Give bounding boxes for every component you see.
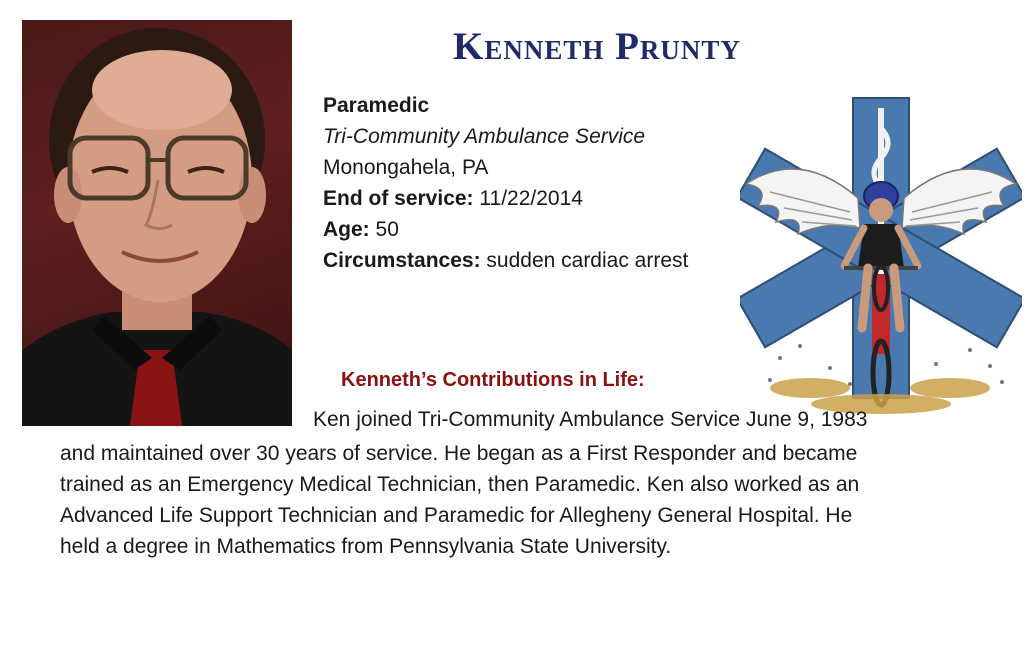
star-of-life-cyclist-angel-icon bbox=[740, 88, 1022, 418]
age-value: 50 bbox=[375, 218, 399, 241]
age-label: Age: bbox=[323, 218, 370, 241]
circumstances-line bbox=[323, 245, 688, 276]
age-line bbox=[323, 214, 688, 245]
bio-line: trained as an Emergency Medical Technician, then Paramedic. Ken also worked as an bbox=[60, 473, 860, 496]
organization: Tri-Community Ambulance Service bbox=[323, 125, 646, 148]
end-of-service-value: 11/22/2014 bbox=[479, 187, 583, 210]
bio-line: Ken joined Tri-Community Ambulance Service June 9, 1983 bbox=[313, 408, 868, 431]
contributions-heading: Kenneth’s Contributions in Life: bbox=[341, 369, 645, 391]
end-of-service-label: End of service: bbox=[323, 187, 474, 210]
circumstances-value: sudden cardiac arrest bbox=[486, 249, 689, 272]
end-of-service-line bbox=[323, 183, 688, 214]
portrait-photo bbox=[22, 20, 292, 426]
page-title: Kenneth Prunty bbox=[453, 25, 741, 68]
role-line bbox=[323, 90, 688, 121]
location: Monongahela, PA bbox=[323, 156, 489, 179]
bio-paragraph bbox=[60, 438, 970, 562]
details-block bbox=[323, 90, 688, 276]
bio-line: and maintained over 30 years of service. He began as a First Responder and became bbox=[60, 442, 858, 465]
bio-line: held a degree in Mathematics from Pennsylvania State University. bbox=[60, 535, 672, 558]
organization-line bbox=[323, 121, 688, 152]
circumstances-label: Circumstances: bbox=[323, 249, 481, 272]
bio-line: Advanced Life Support Technician and Paramedic for Allegheny General Hospital. He bbox=[60, 504, 853, 527]
role: Paramedic bbox=[323, 94, 430, 117]
